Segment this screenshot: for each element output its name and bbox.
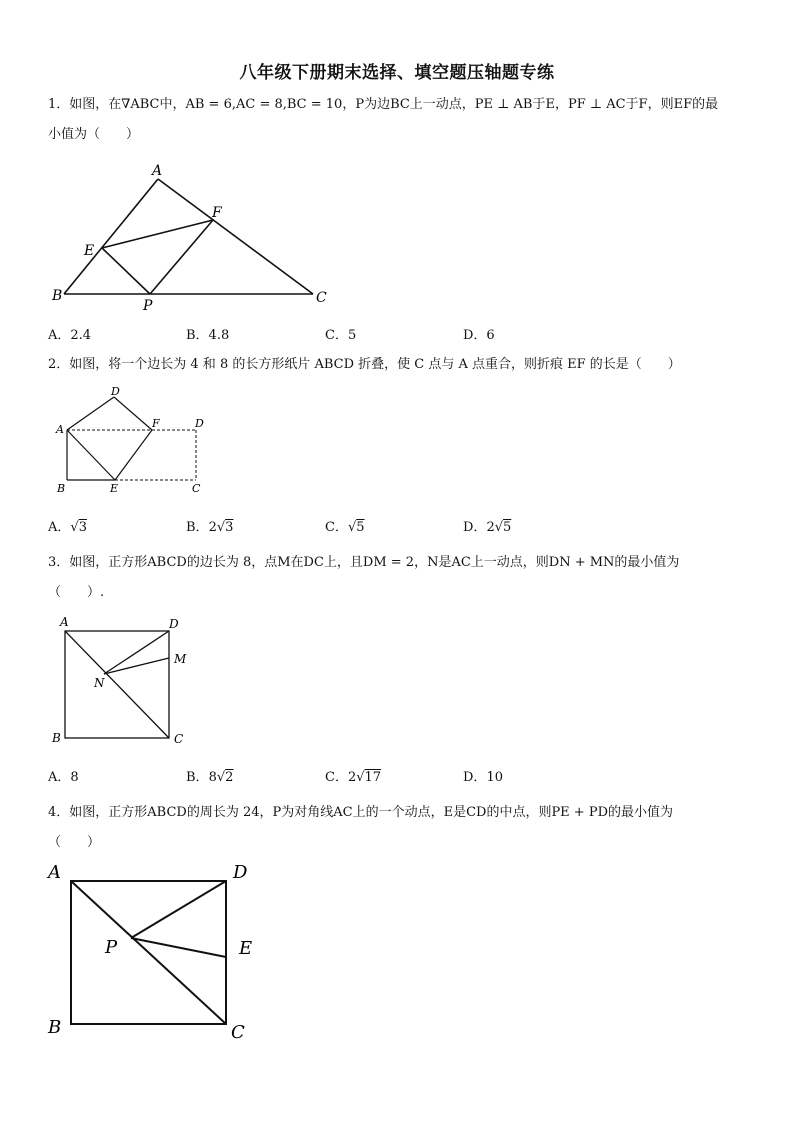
q3-option-d-letter: D． (463, 770, 487, 785)
q2-label-E: E (110, 482, 119, 495)
question-4-text-line1: 4．如图，正方形ABCD的周长为 24，P为对角线AC上的一个动点，E是CD的中点，则PE + PD的最小值为 (48, 805, 674, 820)
q1-label-E: E (84, 243, 95, 259)
question-3-figure (48, 612, 208, 752)
sqrt-symbol: √ (216, 520, 226, 535)
q3-label-M: M (174, 652, 187, 666)
q1-label-B: B (52, 288, 63, 304)
sqrt-symbol: √ (70, 520, 79, 535)
q2-option-b-radicand: 3 (225, 520, 234, 535)
question-3-text-line1: 3．如图，正方形ABCD的边长为 8，点M在DC上，且DM = 2，N是AC上一动点，则DN + MN的最小值为 (48, 555, 680, 570)
question-3 (48, 548, 748, 608)
q2-option-b-coef: 2 (208, 520, 217, 535)
q1-label-F: F (212, 205, 222, 221)
q2-label-D-folded: D (111, 385, 120, 398)
q3-option-b-radicand: 2 (225, 770, 234, 785)
q2-option-b-letter: B． (186, 520, 209, 535)
q2-option-d-letter: D． (463, 520, 487, 535)
q2-option-a-letter: A． (48, 520, 71, 535)
q3-label-C: C (174, 732, 184, 746)
question-1-figure (48, 160, 348, 315)
question-2-figure (48, 380, 218, 500)
q3-label-A: A (60, 615, 69, 629)
q3-option-b[interactable] (186, 766, 233, 785)
q3-option-d[interactable] (463, 766, 503, 785)
q3-option-a-letter: A． (48, 770, 71, 785)
q4-label-C: C (231, 1022, 245, 1043)
q1-label-C: C (316, 290, 327, 306)
q2-label-F: F (152, 417, 160, 430)
question-2-options (48, 516, 748, 536)
question-3-text-line2: （ ）. (48, 585, 105, 600)
question-2 (48, 350, 748, 380)
q1-option-c[interactable]: C．5 (325, 328, 357, 343)
q2-option-c[interactable] (325, 516, 365, 535)
question-1-text-line1: 1．如图，在∇ABC中，AB = 6,AC = 8,BC = 10，P为边BC上一动点，PE ⊥ AB于E，PF ⊥ AC于F，则EF的最 (48, 97, 719, 112)
q1-option-a[interactable]: A．2.4 (48, 328, 92, 343)
q4-label-B: B (48, 1017, 62, 1038)
q3-label-D: D (169, 617, 179, 631)
sqrt-symbol: √ (356, 770, 365, 785)
q2-label-B: B (57, 482, 66, 495)
q3-option-c-letter: C． (325, 770, 348, 785)
q2-option-d-coef: 2 (486, 520, 495, 535)
question-1 (48, 90, 748, 150)
q3-label-B: B (52, 731, 61, 745)
q3-option-a[interactable] (48, 766, 79, 785)
q4-label-A: A (48, 862, 61, 883)
question-4 (48, 798, 748, 858)
q2-option-d-radicand: 5 (503, 520, 512, 535)
q4-label-D: D (233, 862, 248, 883)
question-2-text-line1: 2．如图，将一个边长为 4 和 8 的长方形纸片 ABCD 折叠，使 C 点与 A 点重合，则折痕 EF 的长是（ ） (48, 357, 681, 372)
q2-option-d[interactable] (463, 516, 511, 535)
q4-label-E: E (239, 938, 253, 959)
q3-option-b-coef: 8 (208, 770, 217, 785)
question-1-text-line2: 小值为（ ） (48, 127, 140, 142)
q3-option-c-radicand: 17 (364, 770, 382, 785)
q2-option-a-radicand: 3 (78, 520, 87, 535)
question-4-figure (40, 856, 290, 1051)
q1-option-d[interactable]: D．6 (463, 328, 495, 343)
q2-option-b[interactable] (186, 516, 233, 535)
q2-label-D: D (195, 417, 204, 430)
q4-label-P: P (105, 937, 118, 958)
q2-option-c-letter: C． (325, 520, 348, 535)
q2-option-c-radicand: 5 (356, 520, 365, 535)
q3-label-N: N (94, 676, 105, 690)
q3-option-a-value: 8 (70, 770, 79, 785)
question-3-options (48, 766, 748, 786)
page-title: 八年级下册期末选择、填空题压轴题专练 (239, 63, 555, 83)
q3-option-b-letter: B． (186, 770, 209, 785)
q3-option-c-coef: 2 (347, 770, 357, 785)
q1-label-A: A (152, 163, 163, 179)
question-1-options (48, 324, 748, 344)
sqrt-symbol: √ (216, 770, 226, 785)
q3-option-d-value: 10 (486, 770, 503, 785)
sqrt-symbol: √ (347, 520, 357, 535)
q1-option-b[interactable]: B．4.8 (186, 328, 230, 343)
question-4-text-line2: （ ） (48, 835, 101, 850)
q3-option-c[interactable] (325, 766, 381, 785)
q2-label-C: C (192, 482, 201, 495)
q1-label-P: P (143, 298, 153, 314)
sqrt-symbol: √ (494, 520, 504, 535)
q2-option-a[interactable] (48, 516, 87, 535)
q2-label-A: A (56, 423, 64, 436)
